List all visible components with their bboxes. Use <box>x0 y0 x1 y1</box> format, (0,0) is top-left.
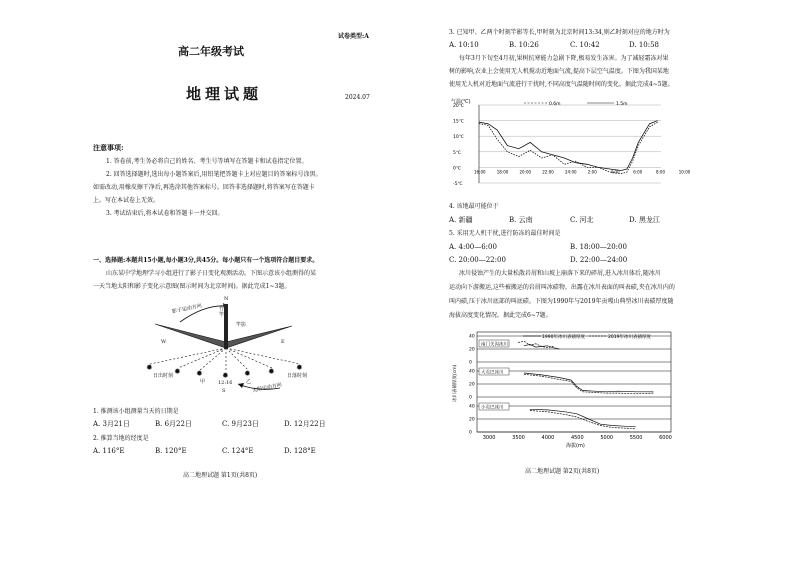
notes-heading: 注意事项: <box>93 143 124 152</box>
shadow-direction-label: 影子运动方向 <box>171 302 203 316</box>
svg-text:✹: ✹ <box>196 369 203 378</box>
x-tick-label: 5000 <box>600 435 614 441</box>
shadow-label: 竿影 <box>236 322 247 328</box>
y-tick-label: 0 <box>469 360 472 366</box>
y-tick-label: 10℃ <box>453 135 464 141</box>
question-4-stem: 4. 该地最可能位于 <box>449 203 499 210</box>
subject-title: 地理试题 <box>186 85 263 103</box>
q4-option-c[interactable]: C. 河北 <box>570 216 594 224</box>
question-5-stem: 5. 采用无人机干扰,进行防冻的最佳时间是 <box>449 230 561 237</box>
q5-option-c[interactable]: C. 20:00—22:00 <box>449 256 506 264</box>
passage2-line: 运动向下游搬运,这些被搬运的岩屑叫冰碛物。出露在冰川表面的叫表碛,夹在冰川内的 <box>449 284 675 291</box>
y-tick-label: 5℃ <box>453 150 461 156</box>
x-tick-label: 4500 <box>570 435 584 441</box>
shadow-wedge <box>155 324 292 348</box>
passage1-line: 树的影响,农业上会使用无人机搅动近地面气流,提高下层空气温度。下图为我国某地 <box>449 68 669 75</box>
q1-option-d[interactable]: D. 12月22日 <box>284 420 326 428</box>
q2-option-b[interactable]: B. 120°E <box>155 447 187 455</box>
q4-option-d[interactable]: D. 黑龙江 <box>629 216 660 224</box>
exam-date: 2024.07 <box>345 94 370 101</box>
section1-heading: 一、选择题:本题共15小题,每小题3分,共45分。每小题只有一个选项符合题目要求。 <box>93 257 319 264</box>
sun-direction-label: 太阳运动方向 <box>251 381 283 395</box>
note-line: 如需改动,用橡皮擦干净后,再选涂其他答案标号。回答非选择题时,将答案写在答题卡 <box>93 184 315 191</box>
svg-text:✹: ✹ <box>296 363 303 372</box>
compass-north: N <box>224 296 229 302</box>
x-tick-label: 22:00 <box>542 169 554 175</box>
y-axis-label: 气温(℃) <box>451 99 471 105</box>
panel-name: 小贡巴冰川 <box>481 405 504 411</box>
q2-option-a[interactable]: A. 116°E <box>93 447 125 455</box>
paper-type-label: 试卷类型:A <box>338 33 369 40</box>
q5-option-b[interactable]: B. 18:00—20:00 <box>570 243 627 251</box>
svg-text:✹: ✹ <box>268 367 275 376</box>
x-tick-label: 5500 <box>629 435 643 441</box>
panel-name: 大贡巴冰川 <box>481 370 504 376</box>
y-tick-label: 40 <box>469 334 475 340</box>
note-line: 上。写在本试卷上无效。 <box>93 197 160 204</box>
svg-text:✹: ✹ <box>222 371 229 380</box>
page-footer: 高二地理试题 第2页(共8页) <box>525 468 600 475</box>
y-tick-label: 15℃ <box>453 119 464 125</box>
x-tick-label: 4:00 <box>610 169 620 175</box>
question-3-stem: 3. 已知甲、乙两个时刻竿影等长,甲时刻为北京时间13:34,则乙时刻对应的地方时为 <box>449 29 670 36</box>
legend-label: 1.5m <box>616 102 628 107</box>
passage1-line: 使用无人机对近地面气流进行干扰时,不同高度气温随时间的变化。据此完成4~5题。 <box>449 81 674 88</box>
jia-label: 甲 <box>200 379 206 385</box>
y-tick-label: 40 <box>469 404 475 410</box>
pole-label: 竹竿 <box>219 306 225 318</box>
x-tick-label: 20:00 <box>519 169 532 175</box>
noon-time-label: 12:16 <box>218 380 233 386</box>
q1-option-a[interactable]: A. 3月21日 <box>93 420 130 428</box>
legend-label: 1990年冰川表碛厚度 <box>542 335 585 340</box>
passage1-line: 每年3月下旬至4月初,果树抗寒能力急剧下降,极易发生冻害。为了减轻霜冻对果 <box>459 55 669 62</box>
series-line-0.6m <box>479 122 658 173</box>
note-line: 3. 考试结束后,将本试卷和答题卡一并交回。 <box>106 210 224 217</box>
y-tick-label: 0 <box>469 430 472 436</box>
yi-label: 乙 <box>246 379 252 385</box>
note-line: 2. 回答选择题时,选出每小题答案后,用铅笔把答题卡上对应题目的答案标号涂黑。 <box>106 171 322 178</box>
intro-line: 山东某中学地理学习小组进行了影子日变化观测活动。下图示意该小组测得的某 <box>106 270 317 277</box>
y-tick-label: 0 <box>469 395 472 401</box>
y-tick-label: 20 <box>469 347 475 353</box>
q2-option-d[interactable]: D. 128°E <box>284 447 316 455</box>
q1-option-c[interactable]: C. 9月23日 <box>222 420 259 428</box>
y-tick-label: 20 <box>469 417 475 423</box>
q1-option-b[interactable]: B. 6月22日 <box>155 420 192 428</box>
sunset-label: 日落时刻 <box>287 373 308 379</box>
y-axis-label: 冰川表碛厚度(cm) <box>453 364 458 402</box>
x-tick-label: 2:00 <box>587 169 597 175</box>
exam-page-2 <box>397 0 794 561</box>
x-tick-label: 10:00 <box>678 169 691 175</box>
q3-option-c[interactable]: C. 10:42 <box>570 41 600 49</box>
y-tick-label: 0℃ <box>453 166 461 172</box>
x-tick-label: 3500 <box>512 435 525 441</box>
y-tick-label: 20 <box>469 382 475 388</box>
compass-east: E <box>281 339 285 345</box>
x-tick-label: 3000 <box>482 435 496 441</box>
question-1-stem: 1. 推测该小组测量当天的日期是 <box>93 408 179 415</box>
x-tick-label: 18:00 <box>496 169 509 175</box>
x-tick-label: 16:00 <box>474 169 486 175</box>
x-tick-label: 24:00 <box>565 169 577 175</box>
intro-line: 一天当地太阳和影子变化示意图(图示时间为北京时间)。据此完成1~3题。 <box>93 283 291 290</box>
grade-exam-title: 高二年级考试 <box>178 45 244 58</box>
passage2-line: 叫内碛,压于冰川底部的叫底碛。下图为1990年与2019年贡嘎山典型冰川表碛厚度随 <box>449 298 674 305</box>
q3-option-a[interactable]: A. 10:10 <box>449 41 479 49</box>
x-tick-label: 6:00 <box>633 169 643 175</box>
q3-option-b[interactable]: B. 10:26 <box>509 41 539 49</box>
passage2-line: 海拔高度变化情况。据此完成6~7题。 <box>449 312 552 319</box>
panel-name: 南门关沟冰川 <box>481 342 508 348</box>
glacier-debris-chart <box>449 326 679 456</box>
legend-label: 2019年冰川表碛厚度 <box>608 335 651 340</box>
temperature-chart <box>449 95 691 197</box>
q3-option-d[interactable]: D. 10:58 <box>629 41 659 49</box>
x-tick-label: 8:00 <box>656 169 665 175</box>
panel-series-series_1990 <box>524 373 653 392</box>
svg-text:✹: ✹ <box>174 367 181 376</box>
x-tick-label: 4000 <box>541 435 555 441</box>
passage2-line: 冰川侵蚀产生的大量松散岩屑和山坡上崩落下来的碎屑,进入冰川体后,随冰川 <box>459 270 661 277</box>
y-tick-label: 40 <box>469 369 475 375</box>
note-line: 1. 答卷前,考生务必将自己的姓名、考生号等填写在答题卡和试卷指定位置。 <box>106 158 308 165</box>
q4-option-b[interactable]: B. 云南 <box>509 216 533 224</box>
page-footer: 高二地理试题 第1页(共8页) <box>183 472 258 479</box>
y-tick-label: -5℃ <box>453 182 463 187</box>
sun-rays <box>150 348 300 372</box>
question-2-stem: 2. 推算当地的经度是 <box>93 435 149 442</box>
svg-text:✹: ✹ <box>146 363 153 372</box>
x-tick-label: 6000 <box>659 435 672 441</box>
compass-west: W <box>161 339 167 345</box>
q4-option-a[interactable]: A. 新疆 <box>449 216 473 224</box>
q5-option-d[interactable]: D. 22:00—24:00 <box>570 256 628 264</box>
q5-option-a[interactable]: A. 4:00—6:00 <box>449 243 497 251</box>
y-tick-label: 20℃ <box>453 104 464 109</box>
compass-south: S <box>222 388 226 394</box>
sunrise-label: 日出时刻 <box>153 373 174 379</box>
x-axis-label: 海拔(m) <box>566 443 585 449</box>
legend-label: 0.6m <box>549 102 561 107</box>
svg-text:✹: ✹ <box>244 369 251 378</box>
q2-option-c[interactable]: C. 124°E <box>222 447 254 455</box>
